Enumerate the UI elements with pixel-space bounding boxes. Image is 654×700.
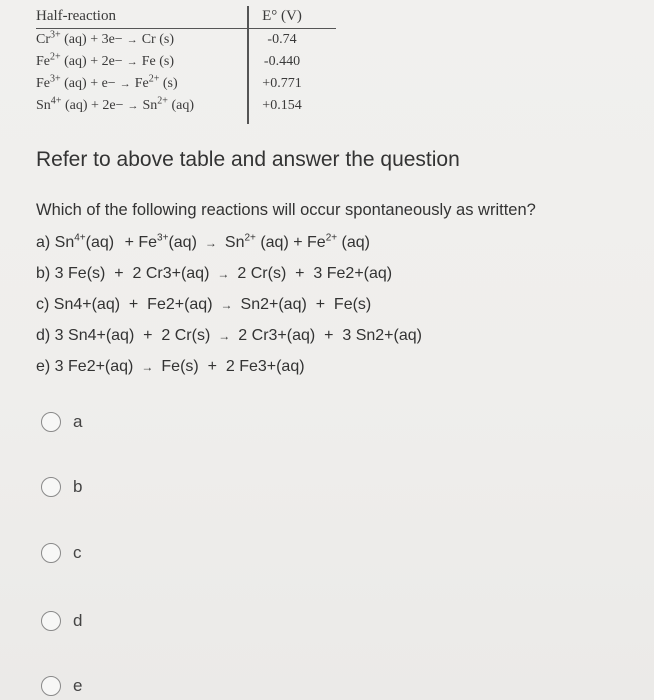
reaction-a: a) $Sn^{4+}(aq) + Fe^{3+}(aq) \to Sn^{2+}$ $(aq) + Fe^{2+}$ (aq) bbox=[36, 232, 371, 251]
prompt-text: Refer to above table and answer the question bbox=[36, 148, 460, 171]
arrow-icon: → bbox=[218, 329, 231, 343]
option-c[interactable] bbox=[41, 543, 82, 563]
radio-button-a[interactable] bbox=[41, 412, 61, 432]
table-row bbox=[36, 73, 336, 95]
table-header bbox=[36, 4, 336, 29]
option-b[interactable] bbox=[41, 477, 82, 497]
option-label-d: d bbox=[73, 611, 83, 630]
half-reaction: $Sn^{4+}$ $(aq) + 2e- \to Sn^{2+}$ (aq) bbox=[36, 95, 194, 113]
arrow-icon: → bbox=[127, 100, 139, 112]
table-row bbox=[36, 29, 336, 51]
potential-value: +0.154 bbox=[262, 98, 302, 113]
table-divider bbox=[247, 6, 249, 124]
option-d[interactable] bbox=[41, 611, 82, 631]
reaction-b: b) 3 Fe(s) + 2 Cr3+(aq) → 2 Cr(s) + 3 Fe2+(aq) bbox=[36, 265, 393, 282]
arrow-icon: → bbox=[126, 34, 138, 46]
reaction-e: e) 3 Fe2+(aq) → Fe(s) + 2 Fe3+(aq) bbox=[36, 358, 305, 375]
arrow-icon: → bbox=[141, 360, 154, 374]
potential-value: -0.74 bbox=[267, 32, 297, 47]
radio-button-d[interactable] bbox=[41, 611, 61, 631]
column-header-potential: E° (V) bbox=[262, 7, 302, 24]
option-e[interactable] bbox=[41, 676, 82, 696]
radio-button-e[interactable] bbox=[41, 676, 61, 696]
option-a[interactable] bbox=[41, 412, 82, 432]
option-label-b: b bbox=[73, 477, 83, 496]
arrow-icon: → bbox=[204, 236, 217, 250]
half-reaction: $Cr^{3+}$ (aq) + 3e− → Cr (s) bbox=[36, 29, 174, 47]
column-header-reaction: Half-reaction bbox=[36, 7, 116, 24]
arrow-icon: → bbox=[217, 267, 230, 281]
question-text: Which of the following reactions will occur spontaneously as written? bbox=[36, 201, 536, 219]
option-label-c: c bbox=[73, 543, 82, 562]
potential-value: -0.440 bbox=[263, 54, 301, 69]
arrow-icon: → bbox=[119, 78, 131, 90]
reaction-c: c) Sn4+(aq) + Fe2+(aq) → Sn2+(aq) + Fe(s) bbox=[36, 296, 372, 313]
half-reaction: $Fe^{2+}$ (aq) + 2e− → Fe (s) bbox=[36, 51, 174, 69]
radio-button-b[interactable] bbox=[41, 477, 61, 497]
option-label-a: a bbox=[73, 412, 83, 431]
radio-button-c[interactable] bbox=[41, 543, 61, 563]
arrow-icon: → bbox=[220, 298, 233, 312]
potential-value: +0.771 bbox=[262, 76, 302, 91]
reaction-d: d) 3 Sn4+(aq) + 2 Cr(s) → 2 Cr3+(aq) + 3 Sn2+(aq) bbox=[36, 327, 422, 344]
table-row bbox=[36, 95, 336, 117]
arrow-icon: → bbox=[126, 56, 138, 68]
half-reaction-table bbox=[36, 4, 336, 117]
table-row bbox=[36, 51, 336, 73]
option-label-e: e bbox=[73, 676, 83, 695]
half-reaction: $Fe^{3+}$ $(aq) + e- \to Fe^{2+}$ (s) bbox=[36, 73, 178, 91]
